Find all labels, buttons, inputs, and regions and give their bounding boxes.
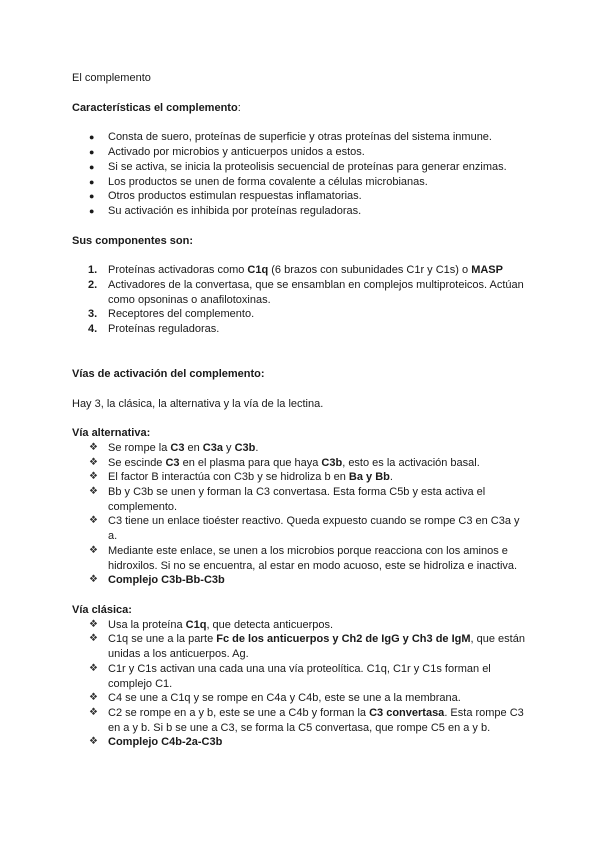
list-item [72, 322, 530, 337]
list-item [72, 130, 530, 145]
alternative-heading: Vía alternativa: [72, 427, 151, 440]
text: en [184, 441, 203, 454]
text: Activado por microbios y anticuerpos unidos a estos. [108, 146, 365, 159]
text: . Esta rompe C3 en a y b. Si b se une a C3, se forma la C5 convertasa, que rompe C5 en a y b. [108, 706, 524, 734]
components-list [72, 263, 530, 337]
pathways-intro: Hay 3, la clásica, la alternativa y la vía de la lectina. [72, 397, 324, 410]
bold-text: C3 [165, 456, 180, 469]
characteristics-heading [72, 101, 530, 116]
alternative-list [72, 441, 530, 588]
list-item [72, 278, 530, 307]
text: Consta de suero, proteínas de superficie y otras proteínas del sistema inmune. [108, 131, 492, 144]
list-item [72, 662, 530, 691]
diamond-bullet-icon: ❖ [89, 574, 98, 586]
document-page [72, 71, 530, 750]
diamond-bullet-icon: ❖ [89, 618, 98, 630]
list-item [72, 544, 530, 573]
text: El factor B interactúa con C3b y se hidroliza b en [108, 471, 349, 484]
bullet-dot-icon: ● [89, 191, 95, 202]
list-item [72, 706, 530, 735]
text: Receptores del complemento. [108, 308, 255, 321]
text: en el plasma para que haya [179, 456, 322, 469]
text: Activadores de la convertasa, que se ensamblan en complejos multiproteicos. Actúan como opsoninas o anafilotoxinas. [108, 279, 524, 306]
components-heading: Sus componentes son: [72, 234, 194, 247]
text: Los productos se unen de forma covalente a células microbianas. [108, 175, 428, 188]
text: Si se activa, se inicia la proteolisis secuencial de proteínas para generar enzimas. [108, 160, 507, 173]
bold-text: Fc de los anticuerpos y Ch2 de IgG y Ch3 de IgM [216, 633, 471, 646]
list-number: 1. [88, 264, 98, 277]
list-item [72, 189, 530, 204]
diamond-bullet-icon: ❖ [89, 515, 98, 527]
classical-list [72, 618, 530, 750]
list-item [72, 441, 530, 456]
text: C2 se rompe en a y b, este se une a C4b y forman la [108, 706, 370, 719]
list-number: 2. [88, 279, 98, 292]
text: C4 se une a C1q y se rompe en C4a y C4b, este se une a la membrana. [108, 692, 461, 705]
text: Bb y C3b se unen y forman la C3 convertasa. Esta forma C5b y esta activa el complemento. [108, 486, 486, 513]
text: C1q se une a la parte [108, 633, 217, 646]
text: Usa la proteína [108, 618, 186, 631]
text: , esto es la activación basal. [342, 456, 480, 469]
list-item [72, 456, 530, 471]
classical-heading: Vía clásica: [72, 603, 132, 616]
list-item [72, 691, 530, 706]
diamond-bullet-icon: ❖ [89, 633, 98, 645]
bold-text: C3 [170, 441, 185, 454]
text: Se escinde [108, 456, 166, 469]
text: y [222, 441, 235, 454]
text: . [389, 471, 393, 484]
bullet-dot-icon: ● [89, 132, 95, 143]
bullet-dot-icon: ● [89, 147, 95, 158]
list-item [72, 307, 530, 322]
text: Proteínas reguladoras. [108, 323, 220, 336]
list-item [72, 514, 530, 543]
list-item [72, 145, 530, 160]
list-item [72, 485, 530, 514]
text: Mediante este enlace, se unen a los microbios porque reacciona con los aminos e hidroxilos. Si no se encuentra, al estar en modo acuoso, este se hidroliza e inactiva. [108, 544, 518, 572]
text: Otros productos estimulan respuestas inflamatorias. [108, 190, 362, 203]
text: Se rompe la [108, 441, 171, 454]
list-item [72, 160, 530, 175]
diamond-bullet-icon: ❖ [89, 706, 98, 718]
text: , que detecta anticuerpos. [206, 618, 334, 631]
bold-text: C3b [234, 441, 256, 454]
heading-colon: : [237, 101, 241, 114]
text: Proteínas activadoras como [108, 264, 248, 277]
bold-text: C3a [202, 441, 223, 454]
list-item [72, 573, 530, 588]
text: C1r y C1s activan una cada una una vía proteolítica. C1q, C1r y C1s forman el complejo C1. [108, 662, 491, 690]
diamond-bullet-icon: ❖ [89, 544, 98, 556]
diamond-bullet-icon: ❖ [89, 736, 98, 748]
list-item [72, 470, 530, 485]
document-title: El complemento [72, 72, 151, 84]
characteristics-list [72, 130, 530, 218]
characteristics-heading-text: Características el complemento [72, 101, 238, 114]
list-number: 4. [88, 323, 98, 336]
text: . [255, 441, 259, 454]
bullet-dot-icon: ● [89, 205, 95, 216]
bold-text: C3b [321, 456, 343, 469]
text: , que están unidas a los anticuerpos. Ag. [108, 633, 525, 661]
diamond-bullet-icon: ❖ [89, 486, 98, 498]
bold-text: C3 convertasa [369, 706, 445, 719]
pathways-heading: Vías de activación del complemento: [72, 367, 265, 380]
bullet-dot-icon: ● [89, 161, 95, 172]
diamond-bullet-icon: ❖ [89, 471, 98, 483]
text: C3 tiene un enlace tioéster reactivo. Queda expuesto cuando se rompe C3 en C3a y a. [108, 515, 520, 543]
text: Su activación es inhibida por proteínas reguladoras. [108, 204, 362, 217]
list-item [72, 735, 530, 750]
list-item [72, 204, 530, 219]
bold-text: C1q [247, 264, 269, 277]
text: (6 brazos con subunidades C1r y C1s) o [268, 264, 472, 277]
bold-text: Complejo C4b-2a-C3b [108, 736, 223, 749]
list-item [72, 263, 530, 278]
bold-text: Ba y Bb [348, 471, 390, 484]
bold-text: C1q [185, 618, 207, 631]
list-number: 3. [88, 308, 98, 321]
diamond-bullet-icon: ❖ [89, 456, 98, 468]
list-item [72, 175, 530, 190]
diamond-bullet-icon: ❖ [89, 662, 98, 674]
diamond-bullet-icon: ❖ [89, 441, 98, 453]
list-item [72, 632, 530, 661]
bullet-dot-icon: ● [89, 176, 95, 187]
list-item [72, 618, 530, 633]
diamond-bullet-icon: ❖ [89, 692, 98, 704]
bold-text: MASP [471, 264, 503, 277]
bold-text: Complejo C3b-Bb-C3b [108, 574, 225, 587]
